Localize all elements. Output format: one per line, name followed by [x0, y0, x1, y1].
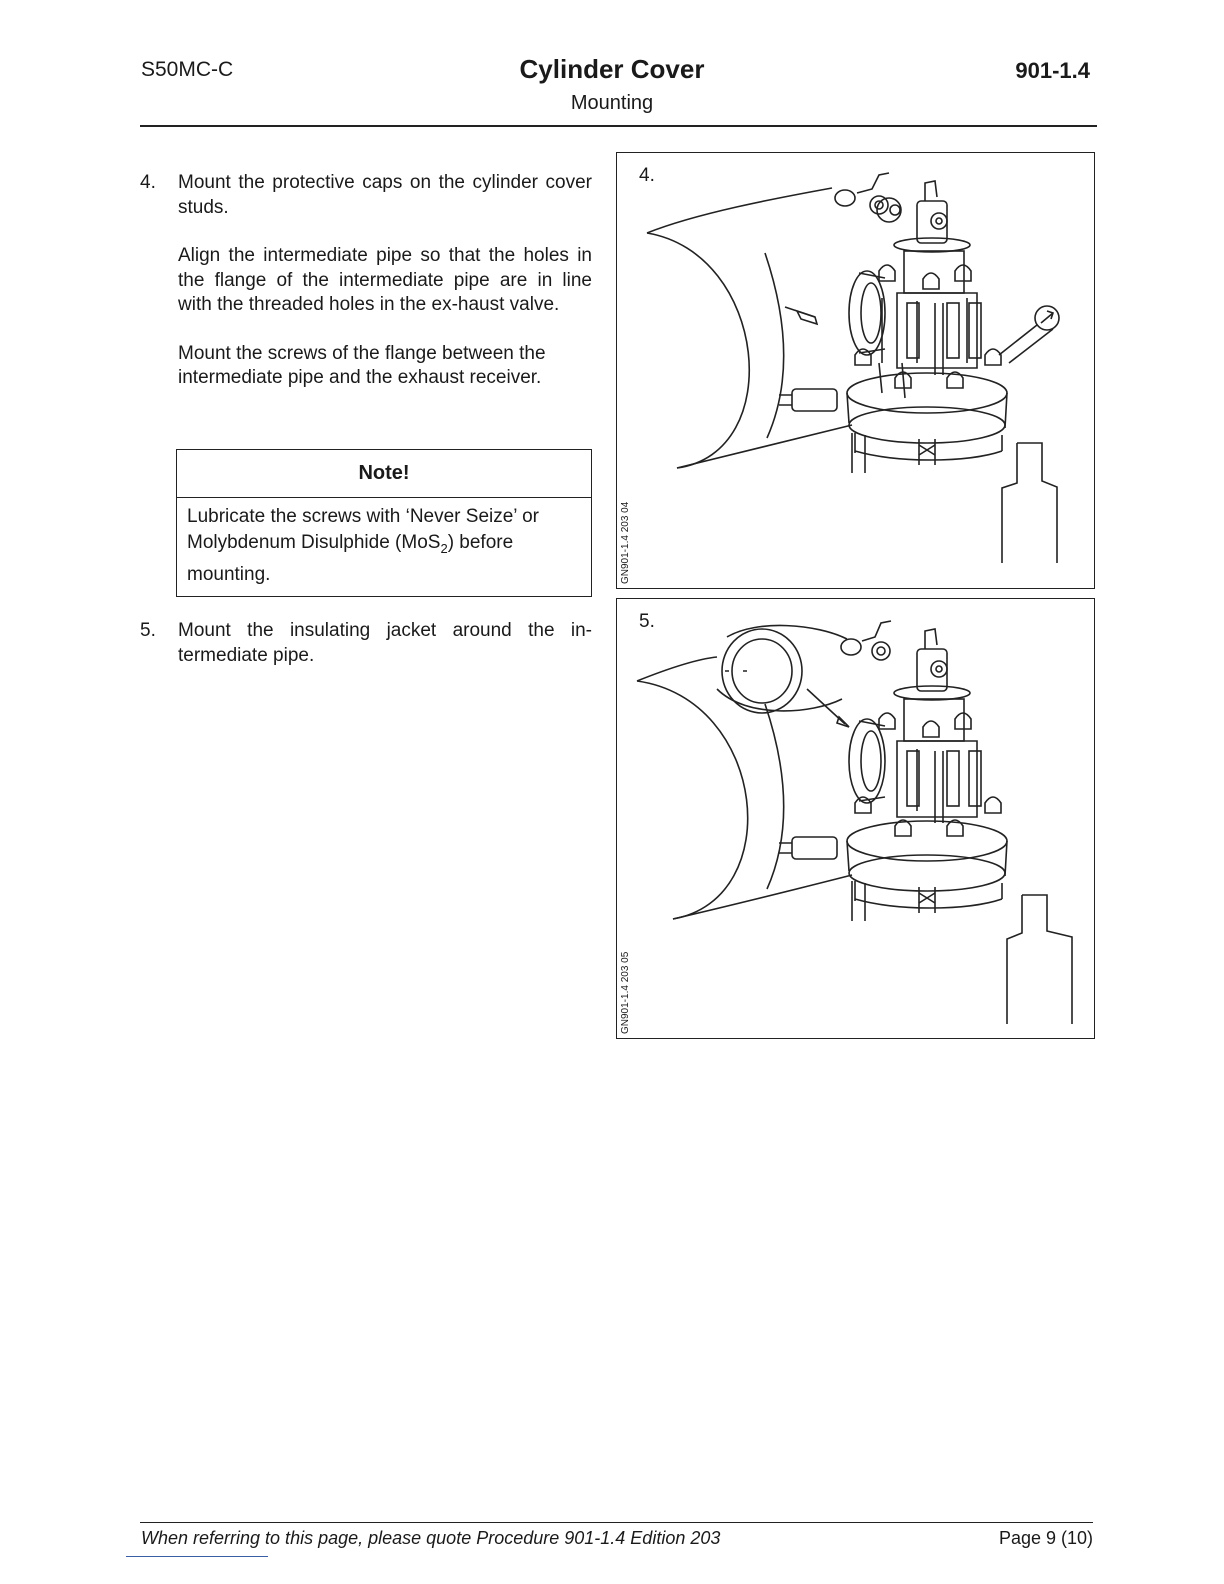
footer-underline: [126, 1556, 268, 1557]
document-model: S50MC-C: [141, 58, 234, 81]
note-box: [176, 449, 592, 597]
note-text-part-2: ) before mounting.: [187, 532, 514, 585]
step-5-paragraph-1: Mount the insulating jacket around the in-termediate pipe.: [178, 620, 592, 666]
page-subtitle: Mounting: [570, 92, 654, 114]
insulating-jacket-illustration: [617, 599, 1093, 1037]
step-5: [140, 619, 592, 668]
exhaust-valve-illustration: [617, 153, 1093, 587]
note-title: Note!: [177, 450, 591, 498]
header-divider: [140, 125, 1097, 127]
page-number: Page 9 (10): [998, 1528, 1093, 1548]
figure-4-number: 4.: [639, 165, 655, 186]
procedure-number: 901-1.4: [1015, 58, 1090, 83]
figure-5-code: [615, 914, 637, 1034]
figure-5-code-text: GN901-1.4 203 05: [620, 951, 631, 1034]
step-number: 4.: [140, 172, 156, 193]
figure-5: [616, 598, 1095, 1039]
figure-4-code-text: GN901-1.4 203 04: [620, 501, 631, 584]
step-4-paragraph-3: Mount the screws of the flange between the intermediate pipe and the exhaust receiver.: [178, 342, 546, 388]
figure-5-number: 5.: [639, 611, 655, 632]
step-4-paragraph-2: Align the intermediate pipe so that the holes in the flange of the intermediate pipe are in line with the threaded holes in the ex-haust valve.: [178, 245, 592, 315]
figure-4: [616, 152, 1095, 589]
page-title: Cylinder Cover: [519, 54, 705, 84]
note-text-part-1: Lubricate the screws with ‘Never Seize’ or Molybdenum Disulphide (MoS: [187, 506, 539, 553]
note-subscript: 2: [440, 540, 448, 556]
figure-4-code: [615, 464, 637, 584]
footer-divider: [140, 1522, 1093, 1523]
step-number: 5.: [140, 620, 156, 641]
note-text: [177, 498, 591, 594]
footer-reference: When referring to this page, please quote Procedure 901-1.4 Edition 203: [141, 1528, 721, 1548]
step-4-paragraph-1: Mount the protective caps on the cylinder cover studs.: [178, 172, 592, 218]
step-4: [140, 171, 592, 391]
